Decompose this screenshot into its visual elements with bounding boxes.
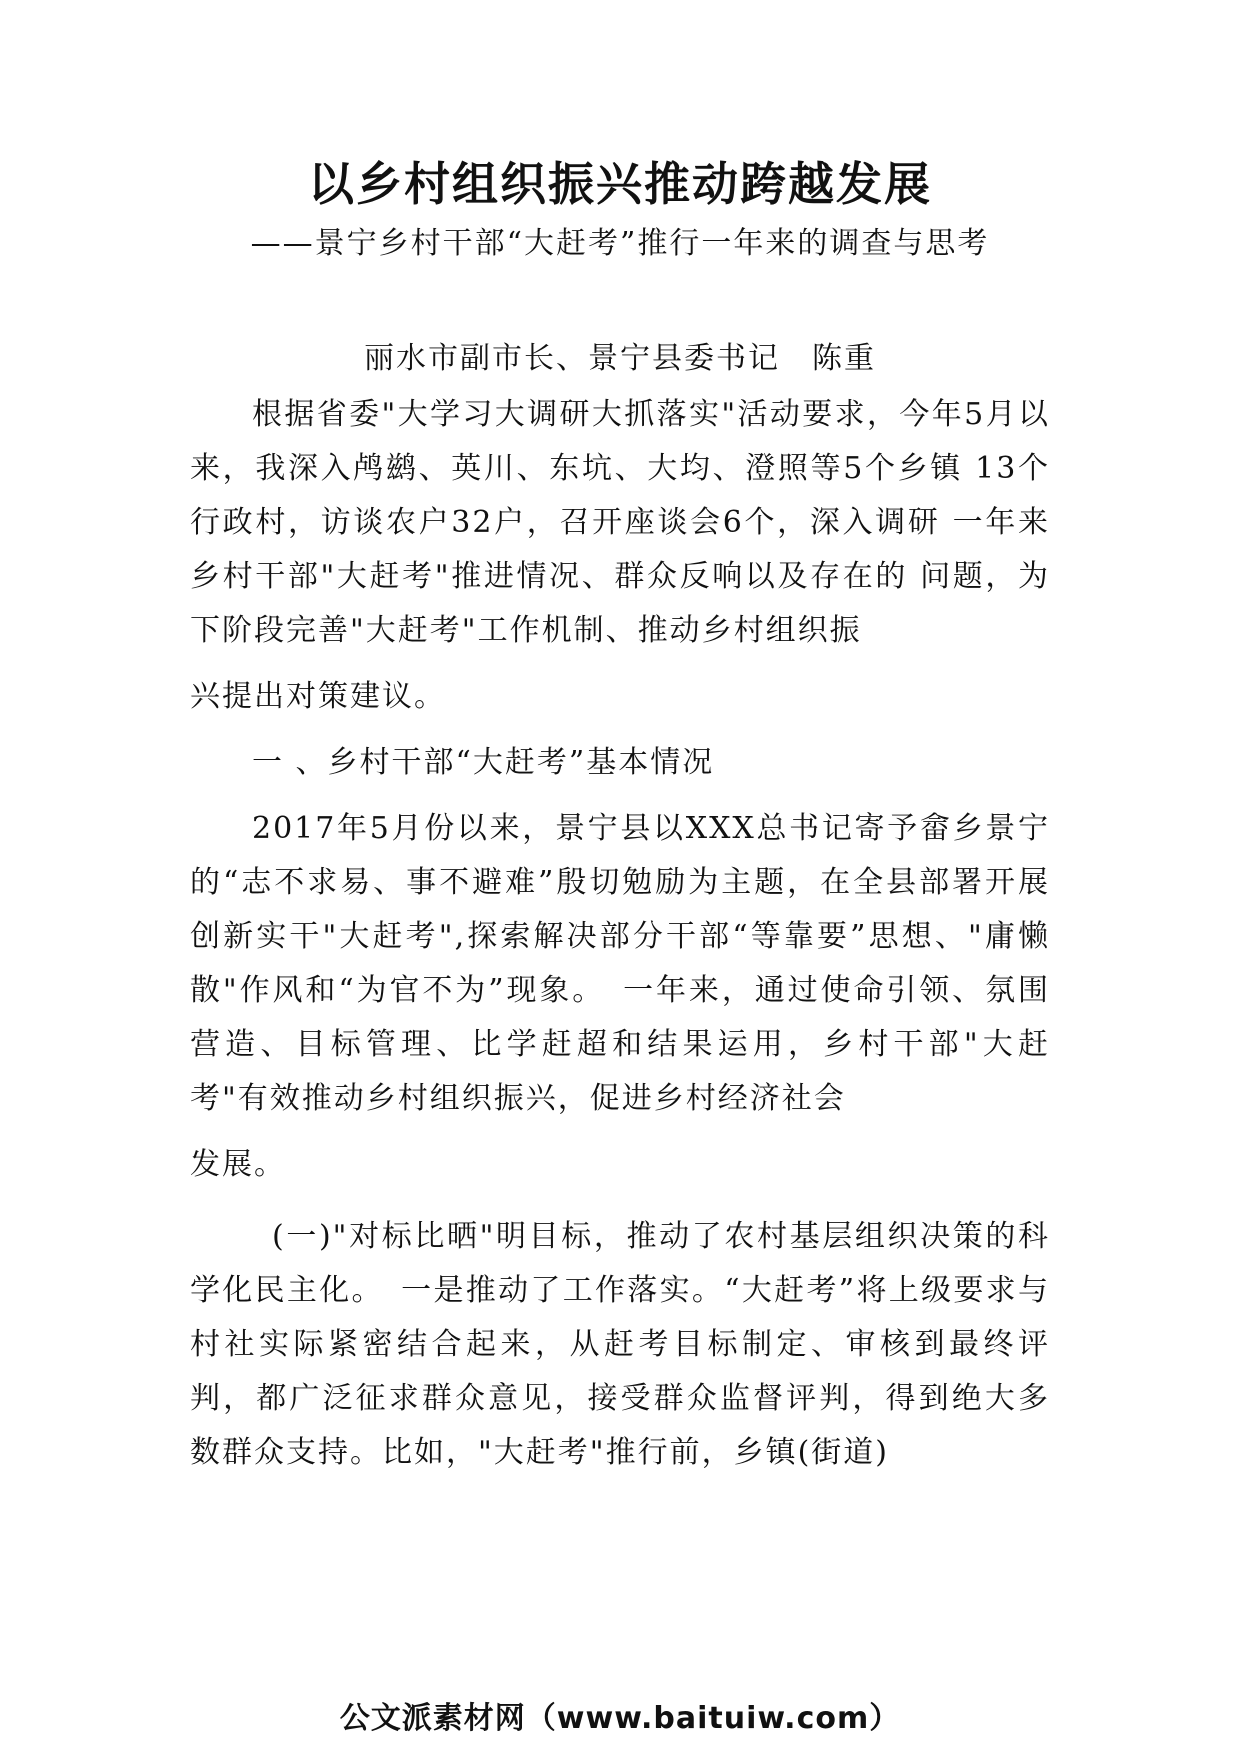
footer-watermark: 公文派素材网（www.baituiw.com） <box>339 1701 901 1736</box>
intro-continuation: 兴提出对策建议。 <box>190 679 446 714</box>
document-title: 以乡村组织振兴推动跨越发展 <box>308 157 932 211</box>
intro-paragraph: 根据省委"大学习大调研大抓落实"活动要求，今年5月以来，我深入鸬鹚、英川、东坑、大均、澄照等5个乡镇 13个行政村，访谈农户32户，召开座谈会6个，深入调研 一年来乡村干部"大赶考"推进情况、群众反响以及存在的 问题，为下阶段完善"大赶考"工作机制、推动乡村组织振 <box>190 397 1050 648</box>
document-subtitle: ——景宁乡村干部“大赶考”推行一年来的调查与思考 <box>250 226 990 261</box>
section-paragraph-tail: 发展。 <box>190 1147 286 1182</box>
subsection-paragraph: (一)"对标比晒"明目标，推动了农村基层组织决策的科学化民主化。 一是推动了工作落实。“大赶考”将上级要求与村社实际紧密结合起来，从赶考目标制定、审核到最终评判，都广泛征求群众意见，接受群众监督评判，得到绝大多数群众支持。比如，"大赶考"推行前，乡镇(街道) <box>190 1219 1050 1470</box>
document-body <box>190 388 1050 1480</box>
document-author: 丽水市副市长、景宁县委书记 陈重 <box>364 341 876 376</box>
section-heading: 一 、乡村干部“大赶考”基本情况 <box>252 745 715 780</box>
section-paragraph: 2017年5月份以来，景宁县以XXX总书记寄予畲乡景宁的“志不求易、事不避难”殷切勉励为主题，在全县部署开展创新实干"大赶考",探索解决部分干部“等靠要”思想、"庸懒散"作风和“为官不为”现象。 一年来，通过使命引领、氛围营造、目标管理、比学赶超和结果运用，乡村干部"大赶考"有效推动乡村组织振兴，促进乡村经济社会 <box>190 811 1050 1116</box>
